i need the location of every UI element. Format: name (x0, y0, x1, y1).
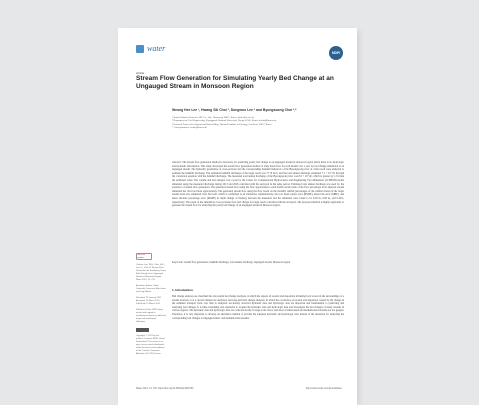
license-text: Copyright: © 2021 by the authors. Licensee MDPI, Basel, Switzerland. This article is an open access article distributed under the terms and conditions of the Creative Commons Attribution (CC BY) license. (136, 335, 166, 355)
affiliation-line: ² Department of Civil Engineering, Kyungpook National University, Daegu 41566, Korea; hschoi@knu.ac.kr (172, 119, 277, 123)
affiliations (172, 116, 342, 129)
dates-text: Received: 22 January 2021 Accepted: 10 March 2021 Published: 15 March 2021 (136, 297, 162, 305)
keywords: Keywords: stream flow generation; bankfull discharge; total annual discharge; ungauged stream; Monsoon region (172, 261, 291, 264)
journal-logo (136, 44, 165, 53)
publisher-note: Publisher's Note: MDPI stays neutral with regard to jurisdictional claims in published maps and institutional affiliations. (136, 309, 166, 323)
footer-citation: Water 2021, 13, 792. https://doi.org/10.3390/w13060792 (136, 388, 194, 390)
check-updates-badge[interactable]: check for updates (136, 253, 152, 260)
paper-page (118, 28, 357, 405)
publisher-logo: MDPI (329, 46, 343, 60)
paper-title: Stream Flow Generation for Simulating Yearly Bed Change at an Ungauged Stream in Monsoon Region (136, 75, 334, 90)
abstract: Abstract: The stream flow generation method is necessary for predicting yearly bed change at an ungauged stream in monsoon region where there is no hydrologic and hydraulic information. This study developed the stream flow generation method of daily mean flow for each month over a year for bed change simulation at an ungauged stream. The hydraulic geometries of cross-sections and the corresponding bankfull indicators of the Byeongseong river of 4 km reach were analyzed to estimate the bankfull discharge. The estimated bankfull discharge of the target reach was 77.70 m³/s, and the total annual discharge estimated 7.1 × 10⁷ m³ through the correlation equation with the bankfull discharge. The measured total annual discharge of the Byeongseong river was 8.0 × 10⁷ m³, which is greater by 11% than the estimated value. The volume and bed changes over a year by the Center for Computational Hydroscience and Engineering Two-Dimension (CCHE2D) model simulated using the measured discharge during 2013 and 2016 coincided with the surveyed in the same period. Estimated total annual discharge was used for the scenarios of stream flow generation. The generated stream flow using the flow apportioned to each month on the basis of the flow percentage in an adjacent stream simulated the river bed most appropriately. The generated stream flow using the flow based on the monthly rainfall percentages of the rainfall station in the target stream basin also simulated river bed well, which is confirmed as an alternative. Quantitatively, the root mean square error (RMSE), mean bias error (MBE), and mean absolute percentage error (MAPE) in depth change of thalweg between the measured and the simulated were found to be 0.28 m, 0.08 m, and 0.44%, respectively. The result of the simulation cross-sectional river bed change for target reach coincided with the surveyed. The proposed method is highly applicable to generate the stream flow for analyzing the yearly bed change of an ungauged stream in Monsoon region. (172, 161, 344, 208)
citation-text: Citation: Lee, W.H.; Choi, H.S.; Lee, D.; Choi, B. Stream Flow Generation for Simulating Yearly Bed Change at an Ungauged Stream in Monsoon Region. Water 2021, 13, 792. (136, 264, 166, 281)
correspondence-line: * Correspondence: bchoi@knu.ac.kr (172, 125, 207, 129)
author-list: Weong Hee Lee ¹, Hwang Sik Choi ², Dongwoo Lee ³ and Byungsoong Choi ²,* (172, 108, 297, 112)
page-footer (136, 388, 342, 390)
affiliation-line: ¹ Smart Pollution Team for AEF Co., Ltd., Hwaseong 18471, Korea; whlee@aef.co.kr (172, 116, 255, 119)
article-type: Article (136, 71, 145, 75)
journal-name: water (147, 44, 166, 53)
section-heading: 1. Introduction (172, 288, 193, 292)
article-sidebar (136, 253, 166, 359)
editors-text: Academic Editors: Sohei Yamazaki, Francisco Macchione and Luigi Natale (136, 285, 166, 293)
cc-license-icon (136, 328, 149, 332)
water-logo-icon (136, 45, 144, 53)
intro-paragraph: Bed change analyses are classified into short-term bed change analyses, in which the aspects of erosion and deposition including local scours in the surroundings of a stream structure or at a curved channel are analyzed, and long-term bed change analyses, in which the occurrence of erosion and deposition caused by the change in the sediment transport from over time is analyzed. Accurately observed hydraulic data and hydrologic data are important and fundamental to predicting and analyzing bed changes. It is time-consuming and expensive to acquire the hydraulic data and hydrologic data and investigate the bed changes of many streams in various regions. The hydraulic data and hydrologic data are collected mostly in large-scale rivers, and most of small-sized and medium-sized streams are not gauged. Therefore, it is very important to develop an alternative method to provide the adequate hydraulic and hydrologic data instead of the measured for analyzing the corresponding bed changes at ungauged small- and medium-sized streams. (172, 295, 344, 320)
affiliation-line: ³ Research Team on Ecological and Natural Map, National Institute of Ecology, Seocheon 33657, Korea (172, 122, 272, 126)
footer-url[interactable]: https://www.mdpi.com/journal/water (305, 388, 342, 390)
